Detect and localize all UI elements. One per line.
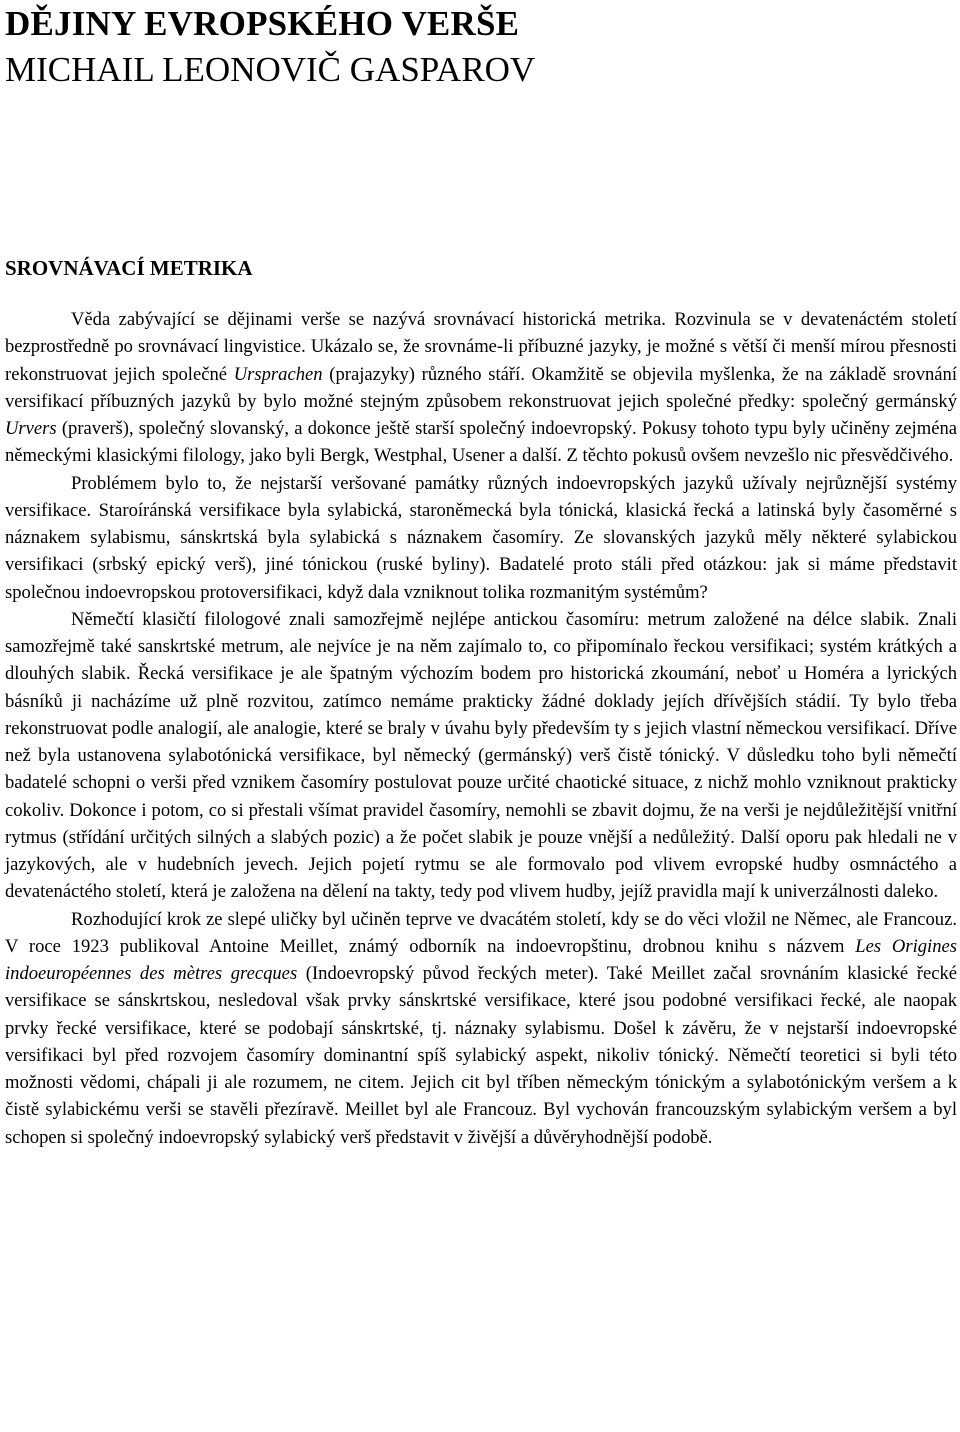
italic-term: Les Origines indoeuropéennes des mètres grecques xyxy=(5,935,957,984)
document-page xyxy=(5,0,957,1148)
section-heading: SROVNÁVACÍ METRIKA xyxy=(5,256,253,280)
paragraph-2 xyxy=(5,470,957,606)
text-segment: Rozhodující krok ze slepé uličky byl učiněn teprve ve dvacátém století, kdy se do věci vložil ne Němec, ale Francouz. V roce 1923 publikoval Antoine Meillet, známý odborník na indoevropštinu, drobnou knihu s názvem xyxy=(5,908,957,957)
text-segment: Věda zabývající se dějinami verše se nazývá srovnávací historická metrika. Rozvinula se v devatenáctém století bezprostředně po srovnávací lingvistice. Ukázalo se, že srovnáme-li příbuzné jazyky, je možné s větší či menší mírou přesnosti rekonstruovat jejich společné xyxy=(5,309,957,385)
document-title: DĚJINY EVROPSKÉHO VERŠE xyxy=(5,4,520,43)
paragraph-3 xyxy=(5,606,957,906)
text-segment: (Indoevropský původ řeckých meter). Také Meillet začal srovnáním klasické řecké versifikace se sánskrtskou, nesledoval však prvky sánskrtské versifikace, které jsou podobné versifikaci řecké, ale naopak prvky řecké versifikace, které se podobají sánskrtské, tj. náznaky sylabismu. Došel k závěru, že v nejstarší indoevropské versifikaci byl před rozvojem časomíry dominantní spíš sylabický aspekt, nikoliv tónický. Němečtí teoretici si byli této možnosti vědomi, chápali ji ale rozumem, ne citem. Jejich cit byl tříben německým tónickým a sylabotónickým veršem a k čistě sylabickému verši se stavěli přezíravě. Meillet byl ale Francouz. Byl vychován francouzským sylabickým veršem a byl schopen si společný indoevropský sylabický verš představit v živější a důvěryhodnější podobě. xyxy=(5,963,957,1148)
italic-term: Urvers xyxy=(5,418,57,439)
text-segment: Němečtí klasičtí filologové znali samozřejmě nejlépe antickou časomíru: metrum založené na délce slabik. Znali samozřejmě také sanskrtské metrum, ale nejvíce je na něm zajímalo to, co připomínalo řeckou versifikaci; systém krátkých a dlouhých slabik. Řecká versifikace je ale špatným výchozím bodem pro historická zkoumání, neboť u Homéra a lyrických básníků ji nacházíme už plně rozvitou, zatímco nemáme prakticky žádné doklady jejích dřívějších stádií. Ty bylo třeba rekonstruovat podle analogií, ale analogie, které se braly v úvahu byly především ty s jejich vlastní německou versifikací. Dříve než byla ustanovena sylabotónická versifikace, byl německý (germánský) verš čistě tónický. V důsledku toho byli němečtí badatelé schopni o verši před vznikem časomíry postulovat pouze určité chaotické situace, z nichž mohlo vzniknout prakticky cokoliv. Dokonce i potom, co si přestali všímat pravidel časomíry, nemohli se zbavit dojmu, že na verši je nejdůležitější vnitřní rytmus (střídání určitých silných a slabých pozic) a že počet slabik je pouze vnější a nedůležitý. Další oporu pak hledali ne v jazykových, ale v hudebních jevech. Jejich pojetí rytmu se ale formovalo pod vlivem evropské hudby osmnáctého a devatenáctého století, která je založena na dělení na takty, tedy pod vlivem hudby, jejíž pravidla mají k univerzálnosti daleko. xyxy=(5,608,957,903)
body-text xyxy=(5,306,957,1151)
paragraph-1 xyxy=(5,306,957,470)
text-segment: Problémem bylo to, že nejstarší veršované památky různých indoevropských jazyků užívaly nejrůznější systémy versifikace. Staroíránská versifikace byla sylabická, staroněmecká byla tónická, klasická řecká a latinská byly časoměrné s náznakem sylabismu, sánskrtská byla sylabická s náznakem časomíry. Ze slovanských jazyků měly některé sylabickou versifikaci (srbský epický verš), jiné tónickou (ruské byliny). Badatelé proto stáli před otázkou: jak si máme představit společnou indoevropskou protoversifikaci, když dala vzniknout tolika rozmanitým systémům? xyxy=(5,472,957,603)
document-author: MICHAIL LEONOVIČ GASPAROV xyxy=(5,50,536,89)
italic-term: Ursprachen xyxy=(233,363,323,385)
text-segment: (praverš), společný slovanský, a dokonce ještě starší společný indoevropský. Pokusy tohoto typu byly učiněny zejména německými klasickými filology, jako byli Bergk, Westphal, Usener a další. Z těchto pokusů ovšem nevzešlo nic přesvědčivého. xyxy=(5,418,957,467)
paragraph-4 xyxy=(5,906,957,1151)
text-segment: (prajazyky) různého stáří. Okamžitě se objevila myšlenka, že na základě srovnání versifikací příbuzných jazyků by bylo možné stejným způsobem rekonstruovat jejich společné předky: společný germánský xyxy=(5,363,957,412)
